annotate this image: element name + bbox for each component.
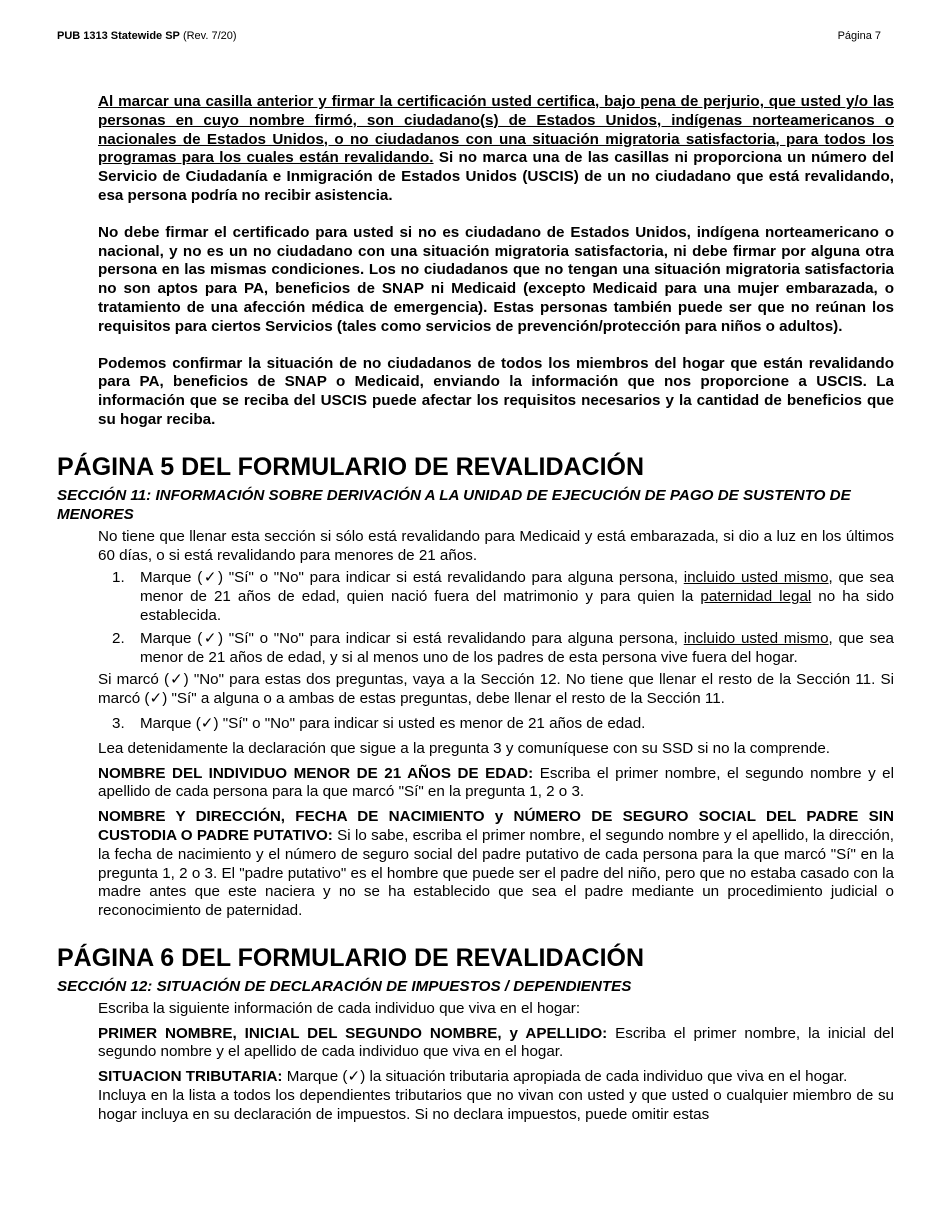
question-number: 2. bbox=[112, 629, 125, 647]
section12-heading: SECCIÓN 12: SITUACIÓN DE DECLARACIÓN DE IMPUESTOS / DEPENDIENTES bbox=[57, 977, 632, 995]
no-sign-paragraph: No debe firmar el certificado para usted si no es ciudadano de Estados Unidos, indígena norteamericano o nacional, y no es un no ciudadano con una situación migratoria satisfactoria, ni debe firmar por alguna otra persona en las mismas condiciones. Los no ciudadanos que no tengan una situación migratoria satisfactoria no son aptos para PA, beneficios de SNAP ni Medicaid (excepto Medicaid para una mujer embarazada, o tratamiento de una afección médica de emergencia). Estas personas también puede ser que no reúnan los requisitos para ciertos Servicios (tales como servicios de prevención/protección para niños o adultos). bbox=[98, 223, 894, 335]
parent-info-label: NOMBRE Y DIRECCIÓN, FECHA DE NACIMIENTO y NÚMERO DE SEGURO SOCIAL DEL PADRE SIN CUSTODIA O PADRE PUTATIVO: bbox=[98, 808, 894, 844]
question-text: , que sea menor de 21 años de edad, quien nació fuera del matrimonio y para quien la bbox=[140, 569, 894, 606]
page5-heading: PÁGINA 5 DEL FORMULARIO DE REVALIDACIÓN bbox=[57, 452, 645, 481]
question-text: Marque (✓) "Sí" o "No" para indicar si usted es menor de 21 años de edad. bbox=[140, 714, 646, 732]
section11-questions-cont bbox=[98, 715, 894, 734]
list-item bbox=[98, 569, 894, 625]
uscis-paragraph: Podemos confirmar la situación de no ciudadanos de todos los miembros del hogar que están revalidando para PA, beneficios de SNAP o Medicaid, enviando la información que nos proporcione a USCIS. La información que se reciba del USCIS puede afectar los requisitos necesarios y la cantidad de beneficios que su hogar reciba. bbox=[98, 354, 894, 428]
section12-intro: Escriba la siguiente información de cada individuo que viva en el hogar: bbox=[98, 999, 581, 1017]
section11-heading: SECCIÓN 11: INFORMACIÓN SOBRE DERIVACIÓN A LA UNIDAD DE EJECUCIÓN DE PAGO DE SUSTENTO DE MENORES bbox=[57, 486, 851, 523]
section11-question3 bbox=[98, 715, 894, 921]
section11-intro: No tiene que llenar esta sección si sólo está revalidando para Medicaid y está embarazada, si dio a luz en los últimos 60 días, o si está revalidando para menores de 21 años. bbox=[98, 527, 894, 564]
list-item bbox=[98, 630, 894, 668]
page-number: Página 7 bbox=[837, 30, 881, 42]
revision-date: (Rev. 7/20) bbox=[182, 30, 237, 42]
question-underlined: incluido usted mismo bbox=[683, 569, 829, 587]
section12-body bbox=[98, 1000, 894, 1125]
read-statement: Lea detenidamente la declaración que sigue a la pregunta 3 y comuníquese con su SSD si no la comprende. bbox=[98, 739, 831, 757]
parent-info-instruction bbox=[98, 808, 894, 921]
publication-id bbox=[57, 30, 237, 42]
section11-body bbox=[98, 528, 894, 668]
page-header bbox=[57, 30, 881, 46]
publication-number: PUB 1313 Statewide SP bbox=[57, 30, 180, 42]
tax-status-instruction bbox=[98, 1068, 894, 1087]
minor-name-text: Escriba el primer nombre, el segundo nombre y el apellido de cada persona para la que marcó "Sí" en la pregunta 1, 2 o 3. bbox=[98, 764, 894, 801]
tax-status-text: Marque (✓) la situación tributaria apropiada de cada individuo que viva en el hogar. bbox=[282, 1068, 848, 1086]
question-text: no ha sido establecida. bbox=[140, 588, 894, 624]
minor-name-instruction bbox=[98, 765, 894, 803]
document-body bbox=[57, 93, 894, 1125]
parent-info-text: Si lo sabe, escriba el primer nombre, el segundo nombre y el apellido, la dirección, la fecha de nacimiento y el número de seguro social del padre putativo de cada persona para la que marcó "Sí" en la pregunta 1, 2 o 3. El "padre putativo" es el hombre que puede ser el padre del niño, pero que no estaba casado con la madre antes que este naciera y no se ha establecido que sea el padre mediante un procedimiento judicial o reconocimiento de paternidad. bbox=[98, 826, 894, 920]
question-text: , que sea menor de 21 años de edad, y si al menos uno de los padres de esta persona vive fuera del hogar. bbox=[140, 629, 894, 666]
certification-paragraph bbox=[98, 93, 894, 206]
minor-name-label: NOMBRE DEL INDIVIDUO MENOR DE 21 AÑOS DE EDAD: bbox=[98, 764, 534, 782]
page6-heading: PÁGINA 6 DEL FORMULARIO DE REVALIDACIÓN bbox=[57, 943, 645, 972]
question-text: Marque (✓) "Sí" o "No" para indicar si está revalidando para alguna persona, bbox=[140, 629, 684, 647]
section11-skip-note: Si marcó (✓) "No" para estas dos preguntas, vaya a la Sección 12. No tiene que llenar el resto de la Sección 11. Si marcó (✓) "Sí" a alguna o a ambas de estas preguntas, debe llenar el resto de la Sección 11. bbox=[98, 671, 894, 708]
dependents-instruction: Incluya en la lista a todos los dependientes tributarios que no vivan con usted y que usted o cualquier miembro de su hogar incluya en su declaración de impuestos. Si no declara impuestos, puede omitir estas bbox=[98, 1087, 894, 1123]
question-underlined: paternidad legal bbox=[700, 588, 812, 606]
question-underlined: incluido usted mismo bbox=[683, 629, 829, 647]
name-label: PRIMER NOMBRE, INICIAL DEL SEGUNDO NOMBRE, y APELLIDO: bbox=[98, 1024, 608, 1042]
certification-block bbox=[98, 93, 894, 430]
question-number: 3. bbox=[112, 714, 125, 732]
name-instruction bbox=[98, 1025, 894, 1063]
name-text: Escriba el primer nombre, la inicial del segundo nombre y el apellido de cada individuo que viva en el hogar. bbox=[98, 1024, 894, 1061]
tax-status-label: SITUACION TRIBUTARIA: bbox=[98, 1068, 283, 1086]
question-text: Marque (✓) "Sí" o "No" para indicar si está revalidando para alguna persona, bbox=[140, 569, 684, 587]
section11-questions bbox=[98, 569, 894, 667]
certification-rest: Si no marca una de las casillas ni proporciona un número del Servicio de Ciudadanía e Inmigración de Estados Unidos (USCIS) de un no ciudadano que está revalidando, esa persona podría no recibir asistencia. bbox=[98, 149, 894, 204]
question-number: 1. bbox=[112, 569, 125, 587]
certification-underlined: Al marcar una casilla anterior y firmar la certificación usted certifica, bajo pena de perjurio, que usted y/o las personas en cuyo nombre firmó, son ciudadano(s) de Estados Unidos, indígenas norteamericanos o nacionales de Estados Unidos, o no ciudadanos con una situación migratoria satisfactoria, para todos los programas para los cuales están revalidando. bbox=[98, 93, 894, 167]
list-item bbox=[98, 715, 894, 734]
